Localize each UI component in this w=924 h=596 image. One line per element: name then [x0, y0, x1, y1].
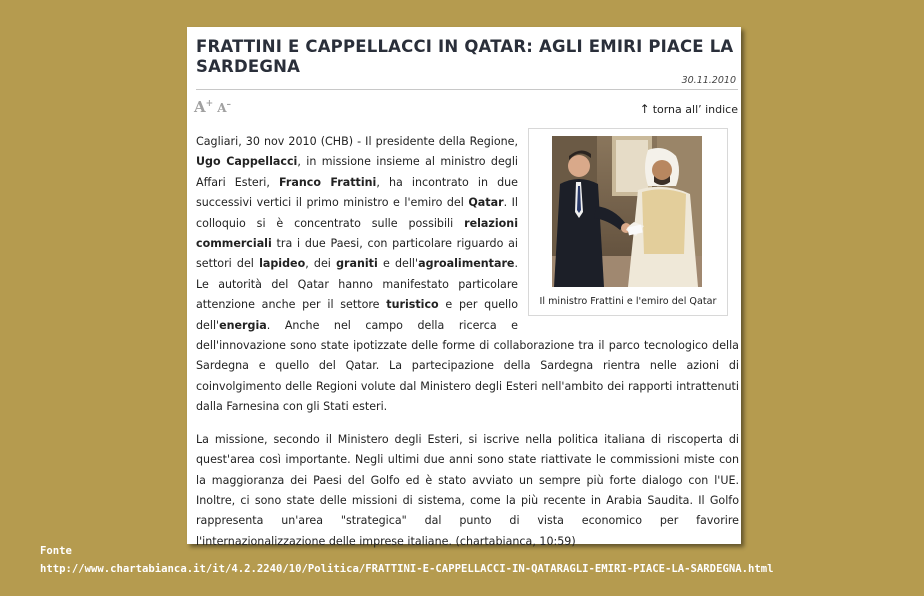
source-block — [40, 542, 773, 578]
source-url[interactable]: http://www.chartabianca.it/it/4.2.2240/10/Politica/FRATTINI-E-CAPPELLACCI-IN-QATARAGLI-EMIRI-PIACE-LA-SARDEGNA.html — [40, 563, 774, 575]
text-run: , ha incontrato in due successivi vertici il primo ministro e l'emiro del — [196, 175, 518, 210]
bold-term: graniti — [336, 257, 378, 271]
text-run: , dei — [305, 257, 337, 271]
text-run: . Le autorità del Qatar hanno manifestato particolare attenzione anche per il settore — [196, 257, 518, 312]
bold-term: lapideo — [259, 257, 306, 271]
article-title: FRATTINI E CAPPELLACCI IN QATAR: AGLI EMIRI PIACE LA SARDEGNA — [196, 37, 734, 76]
article-body — [196, 132, 739, 552]
font-increase-icon[interactable]: A+ — [194, 98, 214, 116]
font-size-tools — [194, 97, 231, 115]
source-label: Fonte — [40, 545, 72, 557]
arrow-up-icon: ↑ — [639, 102, 650, 116]
bold-term: Qatar — [468, 196, 504, 210]
text-run: tra i due Paesi, con particolare riguardo ai settori del — [196, 237, 518, 271]
bold-term: turistico — [386, 298, 439, 312]
paragraph-2: La missione, secondo il Ministero degli Esteri, si iscrive nella politica italiana di riscoperta di quest'area così importante. Negli ultimi due anni sono state riattivate le commissioni miste con la maggioranza dei Paesi del Golfo ed è stato avviato un sempre più forte dialogo con l'UE. Inoltre, ci sono state delle missioni di sistema, come la più recente in Arabia Saudita. Il Golfo rappresenta un'area "strategica" dal punto di vista economico per favorire l'internazionalizzazione delle imprese italiane. (chartabianca, 10:59) — [196, 432, 739, 548]
bold-term: Franco Frattini — [279, 175, 377, 189]
back-link-label: torna all’ indice — [652, 103, 738, 116]
article-card — [187, 27, 741, 548]
text-run: e dell' — [377, 257, 419, 271]
text-run: Cagliari, 30 nov 2010 (CHB) - Il presidente della Regione, — [196, 135, 518, 148]
text-run: . Anche nel campo della ricerca e dell'innovazione sono state ipotizzate delle forme di collaborazione tra il parco tecnologico della Sardegna e quello del Qatar. La partecipazione della Sardegna rientra nelle azioni di coinvolgimento delle Regioni volute dal Ministero degli Esteri nell'ambito dei rapporti intrattenuti dalla Farnesina con gli Stati esteri. — [196, 318, 739, 414]
figure-spacer — [518, 132, 739, 335]
bold-term: relazioni commerciali — [196, 216, 518, 251]
back-to-index-link[interactable] — [640, 102, 738, 116]
bold-term: energia — [219, 318, 267, 332]
bold-term: Ugo Cappellacci — [196, 155, 298, 169]
font-decrease-icon[interactable]: A– — [217, 100, 231, 115]
bold-term: agroalimentare — [418, 257, 515, 271]
date-row — [196, 75, 738, 90]
text-run: , in missione insieme al ministro degli Affari Esteri, — [196, 155, 518, 189]
image-caption: Il ministro Frattini e l'emiro del Qatar — [539, 296, 717, 307]
text-run: . Il colloquio si è concentrato sulle possibili — [196, 196, 518, 230]
text-run: e per quello dell' — [196, 298, 519, 332]
article-date: 30.11.2010 — [681, 75, 736, 86]
